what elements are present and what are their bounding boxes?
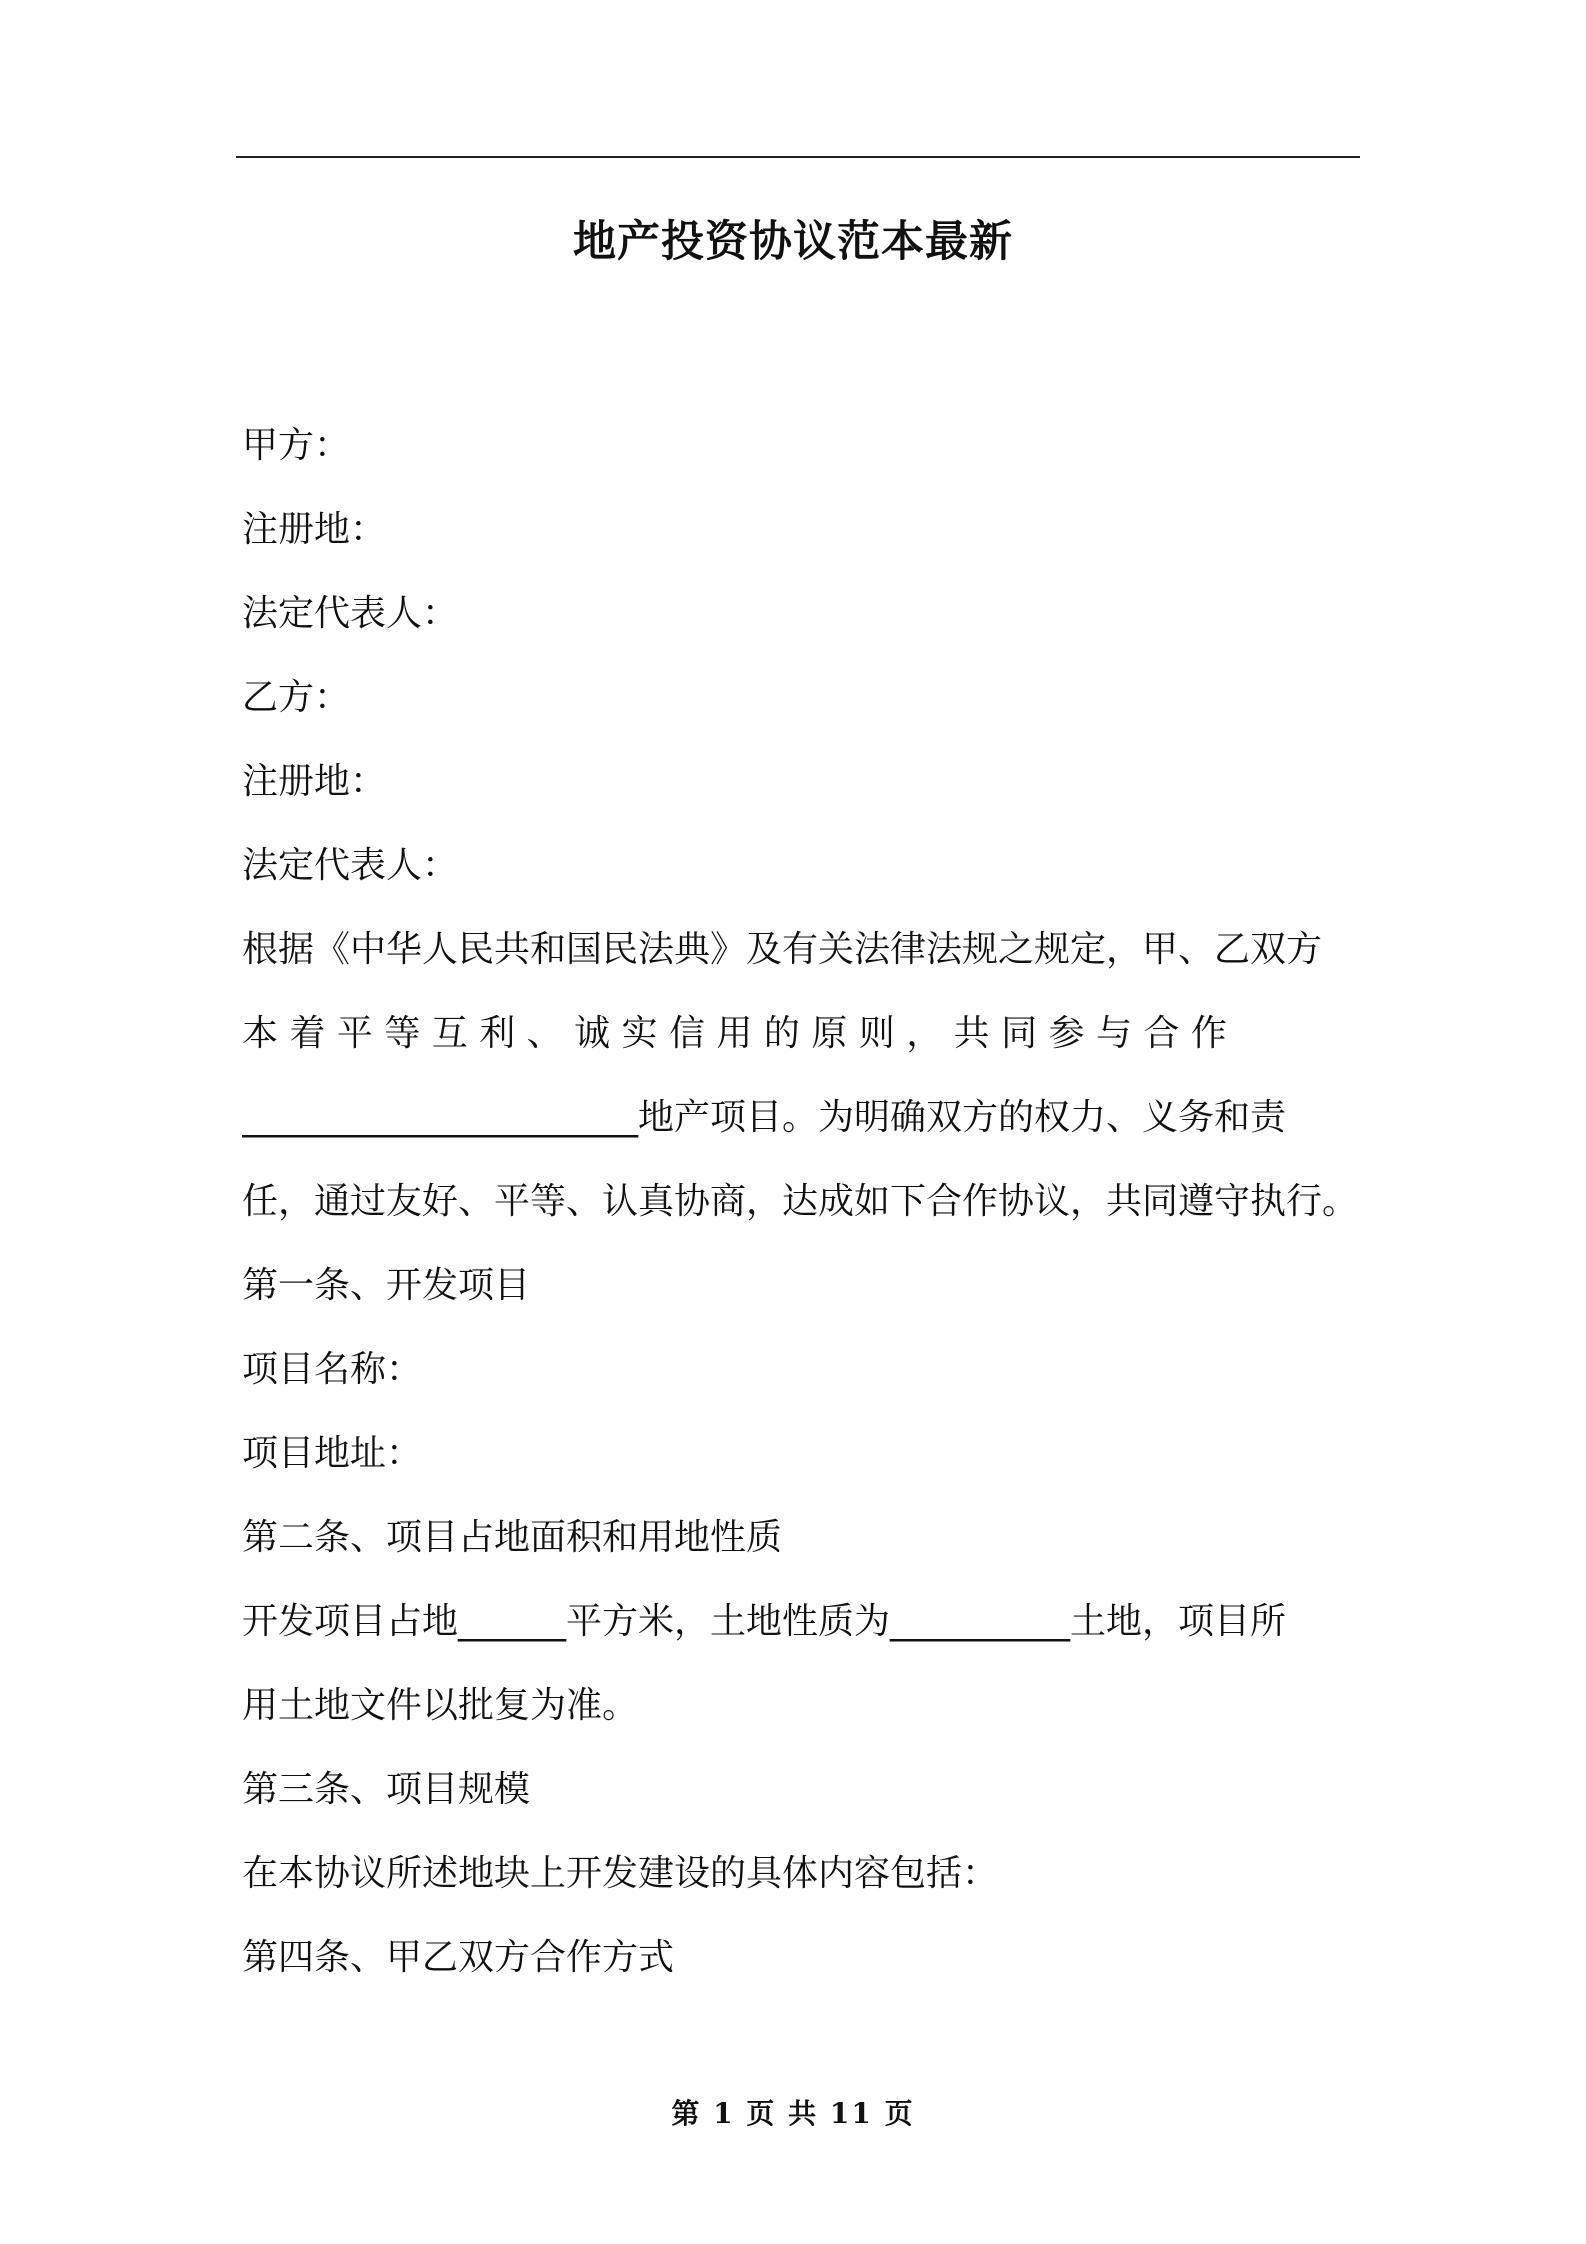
article-1-heading: 第一条、开发项目 <box>242 1265 531 1306</box>
project-address-label: 项目地址： <box>242 1433 423 1474</box>
article-3-content: 在本协议所述地块上开发建设的具体内容包括： <box>242 1853 999 1894</box>
document-body <box>242 404 1360 2000</box>
party-b-legal-representative: 法定代表人： <box>242 845 459 886</box>
article-2-line-1: 开发项目占地______平方米，土地性质为__________土地，项目所 <box>242 1601 1287 1642</box>
article-2-line-2: 用土地文件以批复为准。 <box>242 1685 639 1726</box>
article-3-heading: 第三条、项目规模 <box>242 1769 531 1810</box>
party-b-registered-address: 注册地： <box>242 761 387 802</box>
party-a-label: 甲方： <box>242 425 351 466</box>
article-4-heading: 第四条、甲乙双方合作方式 <box>242 1937 675 1978</box>
party-a-registered-address: 注册地： <box>242 509 387 550</box>
preamble-line-3: ______________________地产项目。为明确双方的权力、义务和责 <box>242 1097 1287 1138</box>
project-name-label: 项目名称： <box>242 1349 423 1390</box>
article-2-heading: 第二条、项目占地面积和用地性质 <box>242 1517 783 1558</box>
header-rule <box>236 156 1360 158</box>
preamble-line-4: 任，通过友好、平等、认真协商，达成如下合作协议，共同遵守执行。 <box>242 1181 1359 1222</box>
party-b-label: 乙方： <box>242 677 351 718</box>
page-footer: 第 1 页 共 11 页 <box>671 2097 915 2130</box>
document-title: 地产投资协议范本最新 <box>573 217 1013 267</box>
preamble-line-2: 本 着 平 等 互 利 、 诚 实 信 用 的 原 则 ， 共 同 参 与 合 作 <box>242 1013 1227 1054</box>
party-a-legal-representative: 法定代表人： <box>242 593 459 634</box>
preamble-line-1: 根据《中华人民共和国民法典》及有关法律法规之规定，甲、乙双方 <box>242 929 1323 970</box>
